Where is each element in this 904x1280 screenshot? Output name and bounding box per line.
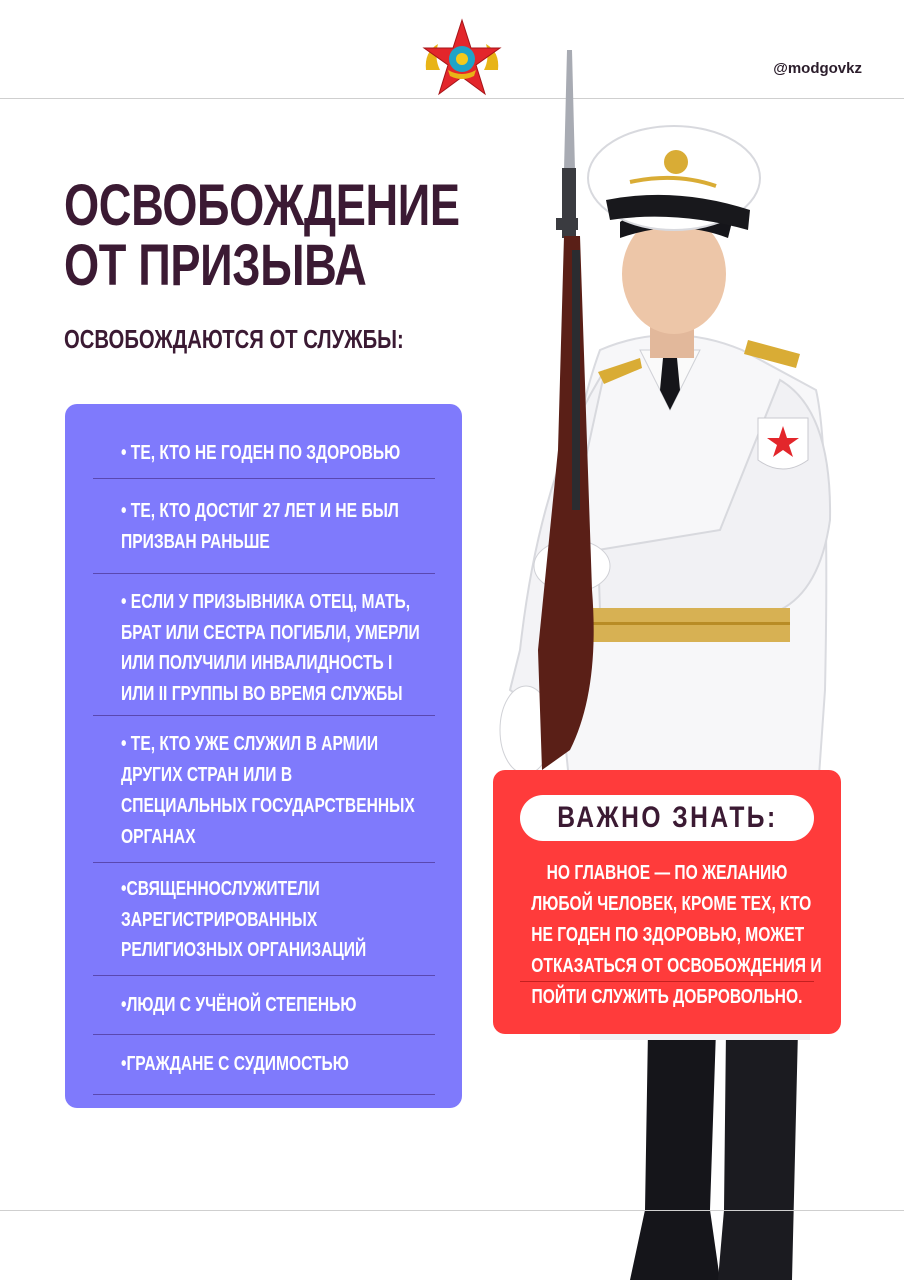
list-item-line: ИЛИ II ГРУППЫ ВО ВРЕМЯ СЛУЖБЫ bbox=[121, 683, 403, 705]
list-item bbox=[93, 976, 435, 1035]
important-text bbox=[493, 858, 841, 1013]
list-item-line: ДРУГИХ СТРАН ИЛИ В bbox=[121, 764, 293, 786]
list-item-line: • ЕСЛИ У ПРИЗЫВНИКА ОТЕЦ, МАТЬ, bbox=[121, 591, 411, 613]
list-item-line: • ТЕ, КТО УЖЕ СЛУЖИЛ В АРМИИ bbox=[121, 733, 379, 755]
list-item-line: •СВЯЩЕННОСЛУЖИТЕЛИ bbox=[121, 878, 320, 900]
list-item-line: РЕЛИГИОЗНЫХ ОРГАНИЗАЦИЙ bbox=[121, 939, 367, 961]
important-line: НЕ ГОДЕН ПО ЗДОРОВЬЮ, МОЖЕТ bbox=[531, 924, 805, 946]
list-item-line: ЗАРЕГИСТРИРОВАННЫХ bbox=[121, 909, 318, 931]
list-item bbox=[93, 574, 435, 716]
list-item-line: •ЛЮДИ С УЧЁНОЙ СТЕПЕНЬЮ bbox=[121, 994, 357, 1016]
important-line: ПОЙТИ СЛУЖИТЬ ДОБРОВОЛЬНО. bbox=[531, 986, 803, 1008]
page-title bbox=[64, 173, 460, 298]
list-item bbox=[93, 433, 435, 479]
important-heading: ВАЖНО ЗНАТЬ: bbox=[556, 801, 778, 834]
footer-divider bbox=[0, 1210, 904, 1211]
exemption-list-card bbox=[65, 404, 462, 1108]
list-item-line: •ГРАЖДАНЕ С СУДИМОСТЬЮ bbox=[121, 1053, 349, 1075]
list-item bbox=[93, 716, 435, 863]
important-line: ОТКАЗАТЬСЯ ОТ ОСВОБОЖДЕНИЯ И bbox=[531, 955, 822, 977]
section-subtitle: ОСВОБОЖДАЮТСЯ ОТ СЛУЖБЫ: bbox=[64, 324, 404, 354]
list-item bbox=[93, 863, 435, 976]
title-line: ОСВОБОЖДЕНИЕ bbox=[64, 173, 460, 238]
list-item bbox=[93, 479, 435, 574]
list-item bbox=[93, 1035, 435, 1095]
title-line: ОТ ПРИЗЫВА bbox=[64, 233, 367, 298]
list-item-line: ИЛИ ПОЛУЧИЛИ ИНВАЛИДНОСТЬ I bbox=[121, 652, 393, 674]
list-item-line: ОРГАНАХ bbox=[121, 826, 196, 848]
list-item-line: • ТЕ, КТО НЕ ГОДЕН ПО ЗДОРОВЬЮ bbox=[121, 442, 401, 464]
list-item-line: • ТЕ, КТО ДОСТИГ 27 ЛЕТ И НЕ БЫЛ bbox=[121, 500, 399, 522]
list-item-line: ПРИЗВАН РАНЬШЕ bbox=[121, 531, 270, 553]
important-line: НО ГЛАВНОЕ — ПО ЖЕЛАНИЮ bbox=[546, 862, 788, 884]
social-handle: @modgovkz bbox=[773, 60, 862, 77]
important-line: ЛЮБОЙ ЧЕЛОВЕК, КРОМЕ ТЕХ, КТО bbox=[531, 893, 812, 915]
list-item-line: СПЕЦИАЛЬНЫХ ГОСУДАРСТВЕННЫХ bbox=[121, 795, 415, 817]
important-heading-pill bbox=[520, 795, 814, 841]
important-note-card bbox=[493, 770, 841, 1034]
honor-guard-soldier-illustration bbox=[480, 50, 860, 1280]
list-item-line: БРАТ ИЛИ СЕСТРА ПОГИБЛИ, УМЕРЛИ bbox=[121, 622, 420, 644]
important-divider bbox=[520, 981, 814, 982]
